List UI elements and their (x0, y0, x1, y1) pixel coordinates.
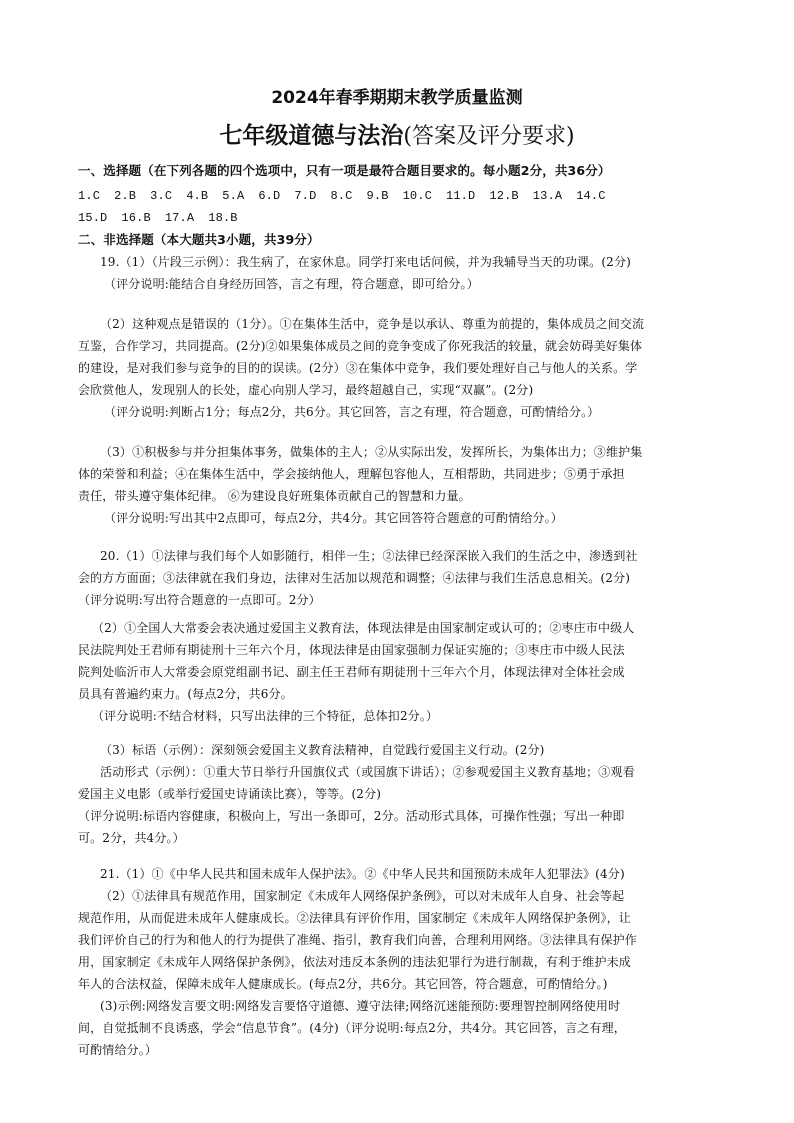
answers-row-2 (78, 207, 728, 229)
q19-2-line: 互鉴，合作学习，共同提高。(2分)②如果集体成员之间的竞争变成了你死我活的较量，就会妨碍美好集体 (78, 339, 643, 353)
answer-item: 9.B (366, 189, 389, 203)
q19-2-line: 会欣赏他人，发现别人的长处，虚心向别人学习，最终超越自己，实现“双赢”。(2分) (78, 383, 534, 397)
answer-item: 18.B (208, 211, 238, 225)
q21-2-line: 我们评价自己的行为和他人的行为提供了准绳、指引，教育我们向善，合理利用网络。③法律具有保护作 (78, 933, 637, 947)
q21-2-line: 规范作用，从而促进未成年人健康成长。②法律具有评价作用，国家制定《未成年人网络保护条例》，让 (78, 911, 631, 925)
q21-3-line: 间，自觉抵制不良诱惑，学会“信息节食”。(4分)（评分说明:每点2分，共4分。其它回答，言之有理， (78, 1021, 626, 1035)
subject-subtitle: (答案及评分要求) (403, 124, 575, 149)
q21-2-line: （2）①法律具有规范作用，国家制定《未成年人网络保护条例》，可以对未成年人自身、社会等起 (100, 889, 625, 903)
q21-3-line: 可酌情给分。） (78, 1043, 158, 1057)
q20-3-line: 活动形式（示例）：①重大节日举行升国旗仪式（或国旗下讲话）；②参观爱国主义教育基地；③观看 (100, 765, 635, 779)
q21-2-line: 年人的合法权益，保障未成年人健康成长。(每点2分，共6分。其它回答，符合题意，可酌情给分。) (78, 977, 608, 991)
q20-2-line: 民法院判处王君师有期徒刑十三年六个月，体现法律是由国家强制力保证实施的；③枣庄市中级人民法 (78, 643, 625, 657)
q20-2-line: 院判处临沂市人大常委会原党组副书记、副主任王君师有期徒刑十三年六个月，体现法律对全体社会成 (78, 665, 625, 679)
answer-item: 2.B (114, 189, 137, 203)
q20-3-line: （3）标语（示例）：深刻领会爱国主义教育法精神，自觉践行爱国主义行动。(2分) (100, 743, 545, 757)
answer-item: 17.A (164, 211, 195, 225)
q19-2-line: （2）这种观点是错误的（1分）。①在集体生活中，竞争是以承认、尊重为前提的，集体成员之间交流 (100, 317, 645, 331)
answer-item: 5.A (222, 189, 245, 203)
q19-3-line: 责任，带头遵守集体纪律。 ⑥为建设良好班集体贡献自己的智慧和力量。 (78, 489, 471, 503)
answer-item: 1.C (78, 189, 101, 203)
q19-2-note: （评分说明:判断占1分；每点2分，共6分。其它回答，言之有理，符合题意，可酌情给分。） (104, 405, 600, 419)
q20-2-line: （2）①全国人大常委会表决通过爱国主义教育法，体现法律是由国家制定或认可的；②枣庄市中级人 (92, 621, 635, 635)
subject-name: 七年级道德与法治 (219, 123, 404, 149)
answers-row-1 (78, 185, 728, 207)
answer-item: 8.C (330, 189, 353, 203)
answer-item: 7.D (294, 189, 317, 203)
q19-3-line: 体的荣誉和利益；④在集体生活中，学会接纳他人，理解包容他人，互相帮助，共同进步；⑤勇于承担 (78, 467, 625, 481)
q21-3-line: (3)示例:网络发言要文明:网络发言要恪守道德、遵守法律;网络沉迷能预防:要理智控制网络使用时 (100, 999, 621, 1013)
answer-item: 3.C (150, 189, 173, 203)
answer-item: 6.D (258, 189, 281, 203)
q20-2-line: 员具有普遍约束力。(每点2分，共6分。 (78, 687, 293, 701)
q19-2-line: 的建设，是对我们参与竞争的目的的误读。(2分）③在集体中竞争，我们要处理好自己与他人的关系。学 (78, 361, 638, 375)
exam-title: 2024年春季期期末教学质量监测 (271, 88, 523, 108)
answer-item: 15.D (78, 211, 108, 225)
q19-1-answer: 19.（1）（片段三示例）：我生病了，在家休息。同学打来电话问候，并为我辅导当天的功课。(2分) (100, 255, 631, 269)
q20-1-line: 会的方方面面；③法律就在我们身边，法律对生活加以规范和调整；④法律与我们生活息息相关。(2分) (78, 571, 631, 585)
q19-3-line: （3）①积极参与并分担集体事务，做集体的主人；②从实际出发，发挥所长，为集体出力；③维护集 (100, 445, 643, 459)
q20-1-line: 20.（1）①法律与我们每个人如影随行，相伴一生；②法律已经深深嵌入我们的生活之中，渗透到社 (100, 549, 638, 563)
q20-3-line: 爱国主义电影（或举行爱国史诗诵读比赛），等等。(2分) (78, 787, 382, 801)
q21-2-line: 用，国家制定《未成年人网络保护条例》，依法对违反本条例的违法犯罪行为进行制裁，有利于维护未成 (78, 955, 631, 969)
answer-item: 10.C (402, 189, 432, 203)
q19-1-note: （评分说明:能结合自身经历回答，言之有理，符合题意，即可给分。） (104, 277, 479, 291)
q21-1-line: 21.（1）①《中华人民共和国未成年人保护法》。②《中华人民共和国预防未成年人犯罪法》(4分) (100, 867, 625, 881)
answer-item: 16.B (121, 211, 151, 225)
q20-1-note: （评分说明:写出符合题意的一点即可。2分） (78, 593, 321, 607)
q20-3-note: （评分说明:标语内容健康，积极向上，写出一条即可，2分。活动形式具体，可操作性强；写出一种即 (78, 809, 625, 823)
section1-heading: 一、选择题（在下列各题的四个选项中，只有一项是最符合题目要求的。每小题2分，共36分） (78, 163, 611, 178)
answer-item: 14.C (576, 189, 606, 203)
answer-item: 13.A (532, 189, 563, 203)
answer-item: 4.B (186, 189, 209, 203)
answer-item: 11.D (445, 189, 476, 203)
q20-3-note: 可。2分，共4分。） (78, 831, 185, 845)
q19-3-note: （评分说明:写出其中2点即可，每点2分，共4分。其它回答符合题意的可酌情给分。） (104, 511, 563, 525)
section2-heading: 二、非选择题（本大题共3小题，共39分） (78, 232, 320, 247)
subject-title (0, 118, 794, 154)
answer-item: 12.B (489, 189, 519, 203)
q20-2-note: （评分说明:不结合材料，只写出法律的三个特征，总体扣2分。） (92, 709, 439, 723)
